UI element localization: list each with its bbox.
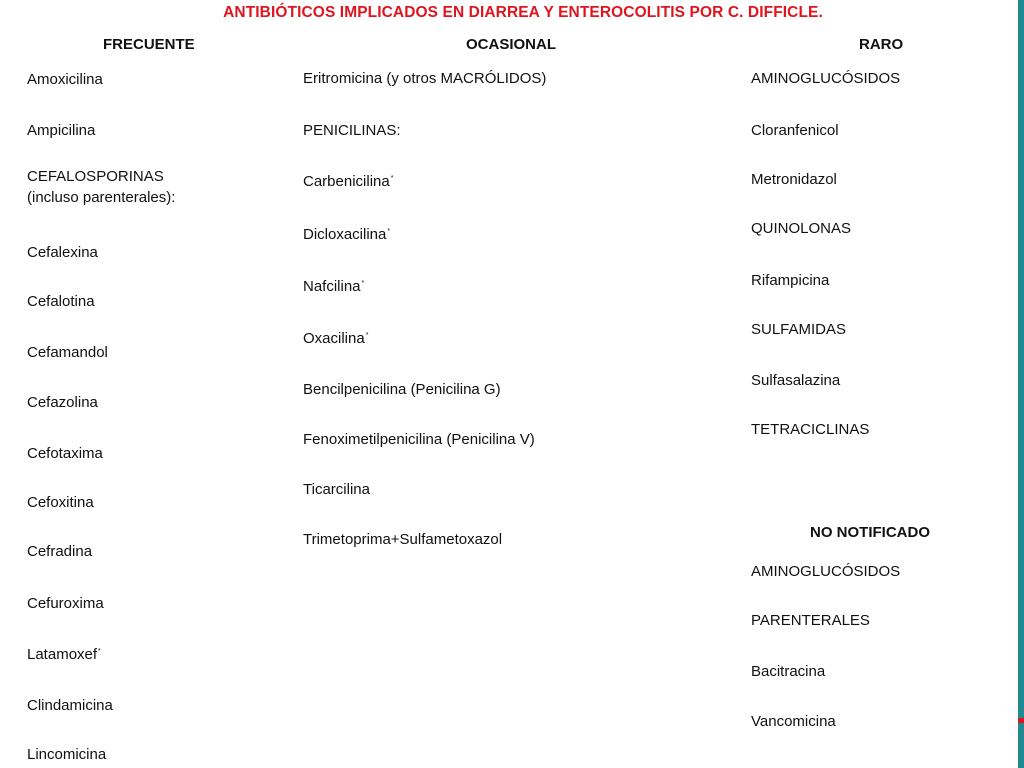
list-item-no-notificado: Bacitracina	[751, 663, 826, 680]
list-item-frecuente: Cefalotina	[27, 293, 95, 310]
list-item-raro: QUINOLONAS	[751, 220, 852, 237]
slide-side-bar	[1018, 0, 1024, 768]
list-item-ocasional: Nafcilina*	[303, 278, 365, 295]
list-item-frecuente: Cefuroxima	[27, 595, 104, 612]
list-item-frecuente: Amoxicilina	[27, 71, 103, 88]
list-item-ocasional: Eritromicina (y otros MACRÓLIDOS)	[303, 70, 547, 87]
list-item-frecuente: Latamoxef*	[27, 646, 101, 663]
list-item-ocasional: Trimetoprima+Sulfametoxazol	[303, 531, 503, 548]
list-item-no-notificado: PARENTERALES	[751, 612, 870, 629]
header-raro: RARO	[859, 36, 904, 53]
header-no-notificado: NO NOTIFICADO	[810, 524, 930, 541]
list-item-ocasional: Fenoximetilpenicilina (Penicilina V)	[303, 431, 535, 448]
list-item-frecuente: Cefazolina	[27, 394, 98, 411]
list-item-raro: Rifampicina	[751, 272, 830, 289]
list-item-no-notificado: Vancomicina	[751, 713, 836, 730]
list-item-frecuente: Cefamandol	[27, 344, 108, 361]
list-item-ocasional: Dicloxacilina*	[303, 226, 391, 243]
list-item-raro: Cloranfenicol	[751, 122, 839, 139]
list-item-raro: Metronidazol	[751, 171, 837, 188]
header-ocasional: OCASIONAL	[466, 36, 556, 53]
list-item-ocasional: Bencilpenicilina (Penicilina G)	[303, 381, 501, 398]
page-title: ANTIBIÓTICOS IMPLICADOS EN DIARREA Y ENTEROCOLITIS POR C. DIFFICLE.	[223, 4, 823, 21]
list-item-ocasional: Carbenicilina*	[303, 173, 394, 190]
list-item-frecuente: Cefalexina	[27, 244, 98, 261]
list-item-frecuente: Ampicilina	[27, 122, 96, 139]
list-item-frecuente: CEFALOSPORINAS (incluso parenterales):	[27, 168, 176, 206]
list-item-ocasional: Oxacilina*	[303, 330, 369, 347]
list-item-ocasional: Ticarcilina	[303, 481, 370, 498]
list-item-raro: SULFAMIDAS	[751, 321, 847, 338]
slide-side-accent	[1018, 718, 1024, 723]
list-item-raro: AMINOGLUCÓSIDOS	[751, 70, 901, 87]
header-frecuente: FRECUENTE	[103, 36, 195, 53]
list-item-frecuente: Cefradina	[27, 543, 93, 560]
list-item-frecuente: Lincomicina	[27, 746, 107, 763]
list-item-frecuente: Cefotaxima	[27, 445, 103, 462]
list-item-frecuente: Clindamicina	[27, 697, 113, 714]
list-item-no-notificado: AMINOGLUCÓSIDOS	[751, 563, 901, 580]
list-item-ocasional: PENICILINAS:	[303, 122, 401, 139]
list-item-raro: Sulfasalazina	[751, 372, 841, 389]
list-item-frecuente: Cefoxitina	[27, 494, 94, 511]
list-item-raro: TETRACICLINAS	[751, 421, 870, 438]
